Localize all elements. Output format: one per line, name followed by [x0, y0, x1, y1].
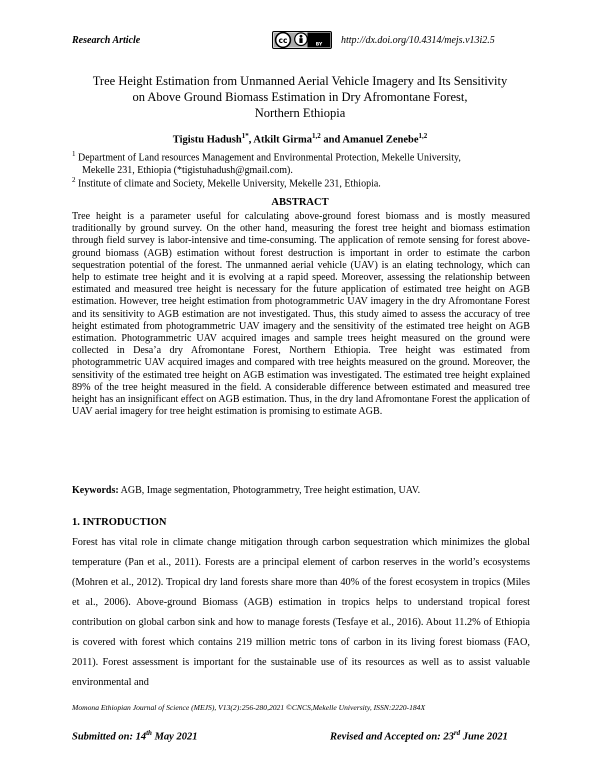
affil-text-cont: Mekelle 231, Ethiopia (*tigistuhadush@gmail.com). — [82, 164, 293, 176]
section-body: Forest has vital role in climate change mitigation through carbon sequestration which minimizes the global temperature (Pan et al., 2011). Forests are a principal element of carbon reserves in the world’s ecosystems (Mohren et al., 2012). Tropical dry land forests share more than 40% of the forest ecosystem in tropics (Miles et al., 2006). Above-ground Biomass (AGB) estimation in tropics helps to understand tropical forest contribution on global carbon sink and how to manage forests (Tesfaye et al., 2016). About 11.2% of Ethiopia is covered with forest which contains 219 million metric tons of carbon in its living forest biomass (FAO, 2011). Forest assessment is important for the sustainable use of its resources as well as to assist valuable environmental and — [72, 537, 530, 688]
article-type: Research Article — [72, 35, 141, 46]
affil-text: Institute of climate and Society, Mekelle University, Mekelle 231, Ethiopia. — [75, 178, 381, 190]
cc-by-license-badge — [272, 31, 332, 49]
affiliation-1 — [72, 148, 530, 177]
title-line: Tree Height Estimation from Unmanned Aerial Vehicle Imagery and Its Sensitivity — [92, 74, 508, 88]
affil-sup: 1 — [72, 150, 76, 158]
affil-sup: 2 — [72, 176, 76, 184]
author-affil-sup: 1,2 — [418, 132, 428, 140]
keywords — [72, 485, 530, 496]
keywords-text: AGB, Image segmentation, Photogrammetry, Tree height estimation, UAV. — [118, 485, 421, 496]
author-and: and — [320, 134, 343, 146]
submitted-date: Submitted on: 14th May 2021 — [72, 729, 198, 743]
author-list — [60, 132, 540, 146]
title-line: on Above Ground Biomass Estimation in Dry Afromontane Forest, — [132, 90, 468, 104]
author-affil-sup: 1,2 — [312, 132, 321, 140]
author-sep: , — [248, 134, 254, 146]
affil-text: Department of Land resources Management and Environmental Protection, Mekelle University, — [75, 152, 461, 164]
author-affil-sup: 1* — [241, 132, 249, 140]
cc-icon-text: cc — [278, 35, 288, 45]
by-icon-text: BY — [315, 42, 323, 48]
author-name: Amanuel Zenebe — [342, 134, 419, 146]
abstract-text: Tree height is a parameter useful for calculating above-ground forest biomass and is mostly measured traditionally by ground survey. On the other hand, measuring the forest tree height and biomass estimation through field survey is labor-intensive and time-consuming. The application of remote sensing for forest above-ground biomass (AGB) estimation without forest destruction is important in order to estimate the carbon sequestration potential of the forest. The unmanned aerial vehicle (UAV) is an elating technology, which can help to estimate tree height and it is evolving at a rapid speed. Moreover, assessing the relationship between estimated and measured tree height is necessary for the future application of estimated tree height on AGB estimation. However, tree height estimation from photogrammetric UAV imagery in the dry Afromontane Forest and its sensitivity to AGB estimation are not investigated. Thus, this study aimed to assess the accuracy of tree height estimated from photogrammetric UAV imagery and the sensitivity of the estimated tree height on AGB estimation. Photogrammetric UAV acquired images and sample trees height measured on the ground were collected in Desa’a dry Afromontane Forest, Northern Ethiopia. Tree height was estimated from photogrammetric UAV acquired images and compared with tree heights measured on the ground. Moreover, the sensitivity of the estimated tree height on AGB estimation was investigated. The estimated tree height explained 89% of the tree height measured in the field. A considerable difference between estimated and measured tree height has an insignificant effect on AGB estimation. Thus, in the dry land Afromontane Forest the application of UAV aerial imagery for tree height estimation is promising to estimate AGB. — [72, 211, 530, 418]
revised-date: Revised and Accepted on: 23rd June 2021 — [330, 729, 508, 743]
paper-title — [60, 73, 540, 121]
keywords-label: Keywords: — [72, 485, 119, 496]
author-name: Tigistu Hadush — [172, 134, 242, 146]
section-heading: 1. INTRODUCTION — [72, 517, 167, 528]
journal-footer: Momona Ethiopian Journal of Science (MEJS), V13(2):256-280,2021 ©CNCS,Mekelle University, ISSN:2220-184X — [72, 703, 426, 712]
title-line: Northern Ethiopia — [254, 106, 346, 120]
abstract-heading: ABSTRACT — [271, 197, 329, 208]
author-name: Atkilt Girma — [253, 134, 313, 146]
affiliation-2 — [72, 174, 530, 191]
doi-link[interactable]: http://dx.doi.org/10.4314/mejs.v13i2.5 — [341, 35, 495, 46]
